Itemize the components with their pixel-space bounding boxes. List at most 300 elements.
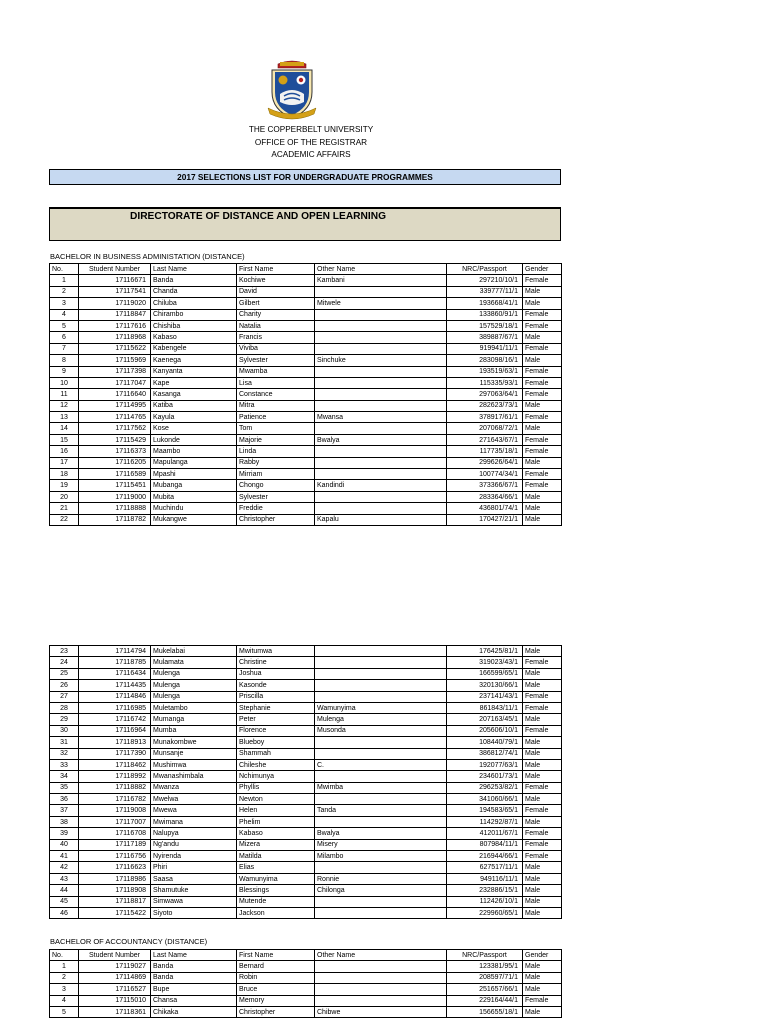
last-name-cell: Maambo [151, 446, 237, 457]
table-row [50, 748, 562, 759]
other-name-cell [315, 896, 447, 907]
student-number-cell: 17114435 [79, 680, 151, 691]
nrc-passport-cell: 389887/67/1 [447, 332, 523, 343]
student-number-cell: 17117007 [79, 816, 151, 827]
row-number-cell: 28 [50, 702, 79, 713]
row-number-cell: 27 [50, 691, 79, 702]
first-name-cell: Shammah [237, 748, 315, 759]
nrc-passport-cell: 193519/63/1 [447, 366, 523, 377]
row-number-cell: 40 [50, 839, 79, 850]
gender-cell: Female [523, 782, 562, 793]
programme-title-bba: BACHELOR IN BUSINESS ADMINISTATION (DISTANCE) [50, 252, 245, 261]
row-number-cell: 6 [50, 332, 79, 343]
student-number-cell: 17114794 [79, 646, 151, 657]
student-number-cell: 17114846 [79, 691, 151, 702]
student-number-cell: 17118986 [79, 873, 151, 884]
last-name-cell: Kabengele [151, 343, 237, 354]
gender-cell: Male [523, 457, 562, 468]
last-name-cell: Kayula [151, 412, 237, 423]
table-row [50, 771, 562, 782]
other-name-cell [315, 972, 447, 983]
gender-cell: Male [523, 668, 562, 679]
first-name-cell: Peter [237, 714, 315, 725]
other-name-cell: Sinchuke [315, 355, 447, 366]
first-name-cell: Natalia [237, 320, 315, 331]
column-header-other-name: Other Name [315, 264, 447, 275]
student-number-cell: 17115622 [79, 343, 151, 354]
first-name-cell: Blueboy [237, 737, 315, 748]
table-row [50, 286, 562, 297]
nrc-passport-cell: 229164/44/1 [447, 995, 523, 1006]
nrc-passport-cell: 133860/91/1 [447, 309, 523, 320]
row-number-cell: 33 [50, 759, 79, 770]
nrc-passport-cell: 251657/66/1 [447, 984, 523, 995]
row-number-cell: 1 [50, 275, 79, 286]
first-name-cell: Mwitumwa [237, 646, 315, 657]
gender-cell: Male [523, 680, 562, 691]
other-name-cell: Tanda [315, 805, 447, 816]
gender-cell: Male [523, 355, 562, 366]
row-number-cell: 26 [50, 680, 79, 691]
student-number-cell: 17116527 [79, 984, 151, 995]
column-header-gender: Gender [523, 264, 562, 275]
other-name-cell: Bwalya [315, 828, 447, 839]
table-row [50, 423, 562, 434]
roster-table-bba [49, 263, 562, 526]
university-name: THE COPPERBELT UNIVERSITY [248, 125, 374, 134]
row-number-cell: 29 [50, 714, 79, 725]
column-header-last-name: Last Name [151, 264, 237, 275]
row-number-cell: 17 [50, 457, 79, 468]
nrc-passport-cell: 193668/41/1 [447, 298, 523, 309]
student-number-cell: 17118882 [79, 782, 151, 793]
first-name-cell: Newton [237, 794, 315, 805]
first-name-cell: Phelim [237, 816, 315, 827]
table-row [50, 657, 562, 668]
row-number-cell: 15 [50, 434, 79, 445]
nrc-passport-cell: 157529/18/1 [447, 320, 523, 331]
other-name-cell [315, 691, 447, 702]
table-row [50, 514, 562, 525]
table-row [50, 725, 562, 736]
last-name-cell: Lukonde [151, 434, 237, 445]
other-name-cell [315, 446, 447, 457]
table-row [50, 491, 562, 502]
row-number-cell: 22 [50, 514, 79, 525]
last-name-cell: Chirambo [151, 309, 237, 320]
last-name-cell: Saasa [151, 873, 237, 884]
column-header-student-number: Student Number [79, 950, 151, 961]
other-name-cell [315, 771, 447, 782]
table-row [50, 343, 562, 354]
nrc-passport-cell: 232886/15/1 [447, 885, 523, 896]
last-name-cell: Nalupya [151, 828, 237, 839]
first-name-cell: Memory [237, 995, 315, 1006]
first-name-cell: Mirriam [237, 469, 315, 480]
row-number-cell: 21 [50, 503, 79, 514]
nrc-passport-cell: 378917/61/1 [447, 412, 523, 423]
first-name-cell: Kasonde [237, 680, 315, 691]
first-name-cell: Lisa [237, 377, 315, 388]
student-number-cell: 17118462 [79, 759, 151, 770]
last-name-cell: Chansa [151, 995, 237, 1006]
gender-cell: Male [523, 759, 562, 770]
first-name-cell: Francis [237, 332, 315, 343]
table-row [50, 389, 562, 400]
row-number-cell: 24 [50, 657, 79, 668]
column-header-row-number: No. [50, 950, 79, 961]
other-name-cell [315, 343, 447, 354]
row-number-cell: 20 [50, 491, 79, 502]
last-name-cell: Mushimwa [151, 759, 237, 770]
row-number-cell: 5 [50, 320, 79, 331]
nrc-passport-cell: 234601/73/1 [447, 771, 523, 782]
other-name-cell [315, 646, 447, 657]
table-row [50, 873, 562, 884]
nrc-passport-cell: 205606/10/1 [447, 725, 523, 736]
student-number-cell: 17116205 [79, 457, 151, 468]
roster-table-bba-continued [49, 645, 562, 919]
student-number-cell: 17114995 [79, 400, 151, 411]
other-name-cell: Chibwe [315, 1006, 447, 1017]
other-name-cell: Kandindi [315, 480, 447, 491]
row-number-cell: 34 [50, 771, 79, 782]
table-row [50, 737, 562, 748]
first-name-cell: Helen [237, 805, 315, 816]
table-row [50, 457, 562, 468]
nrc-passport-cell: 627517/11/1 [447, 862, 523, 873]
row-number-cell: 2 [50, 286, 79, 297]
column-header-student-number: Student Number [79, 264, 151, 275]
row-number-cell: 8 [50, 355, 79, 366]
other-name-cell [315, 680, 447, 691]
row-number-cell: 10 [50, 377, 79, 388]
gender-cell: Male [523, 984, 562, 995]
first-name-cell: Wamunyima [237, 873, 315, 884]
other-name-cell: Chilonga [315, 885, 447, 896]
student-number-cell: 17118361 [79, 1006, 151, 1017]
directorate-title: DIRECTORATE OF DISTANCE AND OPEN LEARNING [49, 207, 561, 241]
last-name-cell: Shamutuke [151, 885, 237, 896]
student-number-cell: 17116782 [79, 794, 151, 805]
last-name-cell: Chishiba [151, 320, 237, 331]
last-name-cell: Nyirenda [151, 851, 237, 862]
student-number-cell: 17116671 [79, 275, 151, 286]
gender-cell: Female [523, 805, 562, 816]
table-row [50, 984, 562, 995]
last-name-cell: Mubita [151, 491, 237, 502]
student-number-cell: 17119008 [79, 805, 151, 816]
gender-cell: Female [523, 275, 562, 286]
gender-cell: Female [523, 839, 562, 850]
table-row [50, 400, 562, 411]
student-number-cell: 17116964 [79, 725, 151, 736]
nrc-passport-cell: 192077/63/1 [447, 759, 523, 770]
gender-cell: Male [523, 885, 562, 896]
table-row [50, 862, 562, 873]
first-name-cell: Mwamba [237, 366, 315, 377]
gender-cell: Male [523, 1006, 562, 1017]
university-crest-logo [266, 58, 318, 122]
row-number-cell: 32 [50, 748, 79, 759]
student-number-cell: 17115010 [79, 995, 151, 1006]
first-name-cell: Phyllis [237, 782, 315, 793]
first-name-cell: Charity [237, 309, 315, 320]
selection-list-title: 2017 SELECTIONS LIST FOR UNDERGRADUATE PROGRAMMES [49, 169, 561, 185]
nrc-passport-cell: 341060/66/1 [447, 794, 523, 805]
other-name-cell: Bwalya [315, 434, 447, 445]
nrc-passport-cell: 319023/43/1 [447, 657, 523, 668]
student-number-cell: 17118817 [79, 896, 151, 907]
gender-cell: Female [523, 343, 562, 354]
nrc-passport-cell: 229960/65/1 [447, 907, 523, 918]
table-row [50, 332, 562, 343]
first-name-cell: Viviba [237, 343, 315, 354]
gender-cell: Male [523, 972, 562, 983]
column-header-nrc-passport: NRC/Passport [447, 264, 523, 275]
row-number-cell: 41 [50, 851, 79, 862]
gender-cell: Female [523, 377, 562, 388]
gender-cell: Female [523, 480, 562, 491]
gender-cell: Male [523, 714, 562, 725]
column-header-row-number: No. [50, 264, 79, 275]
row-number-cell: 39 [50, 828, 79, 839]
other-name-cell: Kambani [315, 275, 447, 286]
last-name-cell: Munsanje [151, 748, 237, 759]
student-number-cell: 17118992 [79, 771, 151, 782]
student-number-cell: 17119000 [79, 491, 151, 502]
other-name-cell: Mwansa [315, 412, 447, 423]
first-name-cell: Jackson [237, 907, 315, 918]
nrc-passport-cell: 176425/81/1 [447, 646, 523, 657]
student-number-cell: 17117562 [79, 423, 151, 434]
row-number-cell: 30 [50, 725, 79, 736]
row-number-cell: 19 [50, 480, 79, 491]
last-name-cell: Muchindu [151, 503, 237, 514]
row-number-cell: 5 [50, 1006, 79, 1017]
row-number-cell: 38 [50, 816, 79, 827]
student-number-cell: 17115422 [79, 907, 151, 918]
nrc-passport-cell: 283364/66/1 [447, 491, 523, 502]
row-number-cell: 12 [50, 400, 79, 411]
first-name-cell: Patience [237, 412, 315, 423]
student-number-cell: 17118785 [79, 657, 151, 668]
last-name-cell: Chanda [151, 286, 237, 297]
table-row [50, 972, 562, 983]
nrc-passport-cell: 108440/79/1 [447, 737, 523, 748]
nrc-passport-cell: 282623/73/1 [447, 400, 523, 411]
first-name-cell: Stephanie [237, 702, 315, 713]
student-number-cell: 17118968 [79, 332, 151, 343]
column-header-other-name: Other Name [315, 950, 447, 961]
row-number-cell: 3 [50, 298, 79, 309]
last-name-cell: Kabaso [151, 332, 237, 343]
nrc-passport-cell: 436801/74/1 [447, 503, 523, 514]
row-number-cell: 44 [50, 885, 79, 896]
table-row [50, 320, 562, 331]
first-name-cell: Chileshe [237, 759, 315, 770]
table-row [50, 480, 562, 491]
nrc-passport-cell: 117735/18/1 [447, 446, 523, 457]
nrc-passport-cell: 271643/67/1 [447, 434, 523, 445]
gender-cell: Male [523, 514, 562, 525]
gender-cell: Female [523, 434, 562, 445]
row-number-cell: 35 [50, 782, 79, 793]
other-name-cell [315, 668, 447, 679]
last-name-cell: Kasanga [151, 389, 237, 400]
first-name-cell: Kabaso [237, 828, 315, 839]
student-number-cell: 17117616 [79, 320, 151, 331]
student-number-cell: 17118782 [79, 514, 151, 525]
nrc-passport-cell: 156655/18/1 [447, 1006, 523, 1017]
nrc-passport-cell: 166599/65/1 [447, 668, 523, 679]
student-number-cell: 17115429 [79, 434, 151, 445]
row-number-cell: 37 [50, 805, 79, 816]
other-name-cell: Musonda [315, 725, 447, 736]
gender-cell: Male [523, 961, 562, 972]
first-name-cell: Constance [237, 389, 315, 400]
other-name-cell: Ronnie [315, 873, 447, 884]
student-number-cell: 17115969 [79, 355, 151, 366]
gender-cell: Male [523, 816, 562, 827]
last-name-cell: Mwimana [151, 816, 237, 827]
other-name-cell [315, 389, 447, 400]
other-name-cell: Wamunyima [315, 702, 447, 713]
student-number-cell: 17116708 [79, 828, 151, 839]
gender-cell: Female [523, 446, 562, 457]
other-name-cell: Mitwele [315, 298, 447, 309]
last-name-cell: Mpashi [151, 469, 237, 480]
nrc-passport-cell: 216944/66/1 [447, 851, 523, 862]
first-name-cell: Chongo [237, 480, 315, 491]
last-name-cell: Ng'andu [151, 839, 237, 850]
gender-cell: Male [523, 286, 562, 297]
nrc-passport-cell: 296253/82/1 [447, 782, 523, 793]
gender-cell: Male [523, 907, 562, 918]
table-row [50, 275, 562, 286]
first-name-cell: Nchimunya [237, 771, 315, 782]
last-name-cell: Mwanza [151, 782, 237, 793]
row-number-cell: 36 [50, 794, 79, 805]
other-name-cell [315, 794, 447, 805]
gender-cell: Male [523, 423, 562, 434]
nrc-passport-cell: 386812/74/1 [447, 748, 523, 759]
last-name-cell: Banda [151, 961, 237, 972]
student-number-cell: 17116373 [79, 446, 151, 457]
other-name-cell [315, 332, 447, 343]
first-name-cell: Freddie [237, 503, 315, 514]
first-name-cell: Sylvester [237, 355, 315, 366]
table-row [50, 828, 562, 839]
last-name-cell: Phiri [151, 862, 237, 873]
row-number-cell: 1 [50, 961, 79, 972]
table-row [50, 680, 562, 691]
other-name-cell [315, 984, 447, 995]
gender-cell: Male [523, 873, 562, 884]
table-row [50, 839, 562, 850]
gender-cell: Male [523, 737, 562, 748]
last-name-cell: Mwelwa [151, 794, 237, 805]
student-number-cell: 17117541 [79, 286, 151, 297]
row-number-cell: 46 [50, 907, 79, 918]
first-name-cell: Christopher [237, 514, 315, 525]
student-number-cell: 17115451 [79, 480, 151, 491]
first-name-cell: Priscilla [237, 691, 315, 702]
table-row [50, 469, 562, 480]
student-number-cell: 17118847 [79, 309, 151, 320]
table-row [50, 885, 562, 896]
department-name: ACADEMIC AFFAIRS [271, 150, 351, 159]
first-name-cell: Sylvester [237, 491, 315, 502]
nrc-passport-cell: 115335/93/1 [447, 377, 523, 388]
last-name-cell: Simwawa [151, 896, 237, 907]
first-name-cell: Mitra [237, 400, 315, 411]
table-row [50, 907, 562, 918]
other-name-cell [315, 366, 447, 377]
nrc-passport-cell: 861843/11/1 [447, 702, 523, 713]
student-number-cell: 17118908 [79, 885, 151, 896]
nrc-passport-cell: 299626/64/1 [447, 457, 523, 468]
nrc-passport-cell: 208597/71/1 [447, 972, 523, 983]
table-row [50, 434, 562, 445]
last-name-cell: Kose [151, 423, 237, 434]
other-name-cell: C. [315, 759, 447, 770]
student-number-cell: 17114765 [79, 412, 151, 423]
other-name-cell [315, 457, 447, 468]
student-number-cell: 17118888 [79, 503, 151, 514]
first-name-cell: Kochiwe [237, 275, 315, 286]
gender-cell: Male [523, 794, 562, 805]
student-number-cell: 17119020 [79, 298, 151, 309]
table-row [50, 446, 562, 457]
last-name-cell: Munakombwe [151, 737, 237, 748]
table-row [50, 691, 562, 702]
last-name-cell: Muletambo [151, 702, 237, 713]
first-name-cell: Joshua [237, 668, 315, 679]
table-row [50, 851, 562, 862]
row-number-cell: 11 [50, 389, 79, 400]
table-row [50, 646, 562, 657]
student-number-cell: 17116756 [79, 851, 151, 862]
other-name-cell [315, 995, 447, 1006]
column-header-gender: Gender [523, 950, 562, 961]
other-name-cell [315, 400, 447, 411]
gender-cell: Female [523, 657, 562, 668]
nrc-passport-cell: 297063/64/1 [447, 389, 523, 400]
gender-cell: Male [523, 400, 562, 411]
table-row [50, 377, 562, 388]
nrc-passport-cell: 807984/11/1 [447, 839, 523, 850]
gender-cell: Female [523, 389, 562, 400]
row-number-cell: 4 [50, 995, 79, 1006]
table-row [50, 412, 562, 423]
row-number-cell: 7 [50, 343, 79, 354]
student-number-cell: 17116623 [79, 862, 151, 873]
table-row [50, 794, 562, 805]
last-name-cell: Kanyanta [151, 366, 237, 377]
nrc-passport-cell: 237141/43/1 [447, 691, 523, 702]
last-name-cell: Chiluba [151, 298, 237, 309]
nrc-passport-cell: 112426/10/1 [447, 896, 523, 907]
other-name-cell [315, 657, 447, 668]
other-name-cell: Mwimba [315, 782, 447, 793]
table-row [50, 961, 562, 972]
nrc-passport-cell: 283098/16/1 [447, 355, 523, 366]
last-name-cell: Mulenga [151, 668, 237, 679]
student-number-cell: 17118913 [79, 737, 151, 748]
nrc-passport-cell: 194583/65/1 [447, 805, 523, 816]
last-name-cell: Mubanga [151, 480, 237, 491]
